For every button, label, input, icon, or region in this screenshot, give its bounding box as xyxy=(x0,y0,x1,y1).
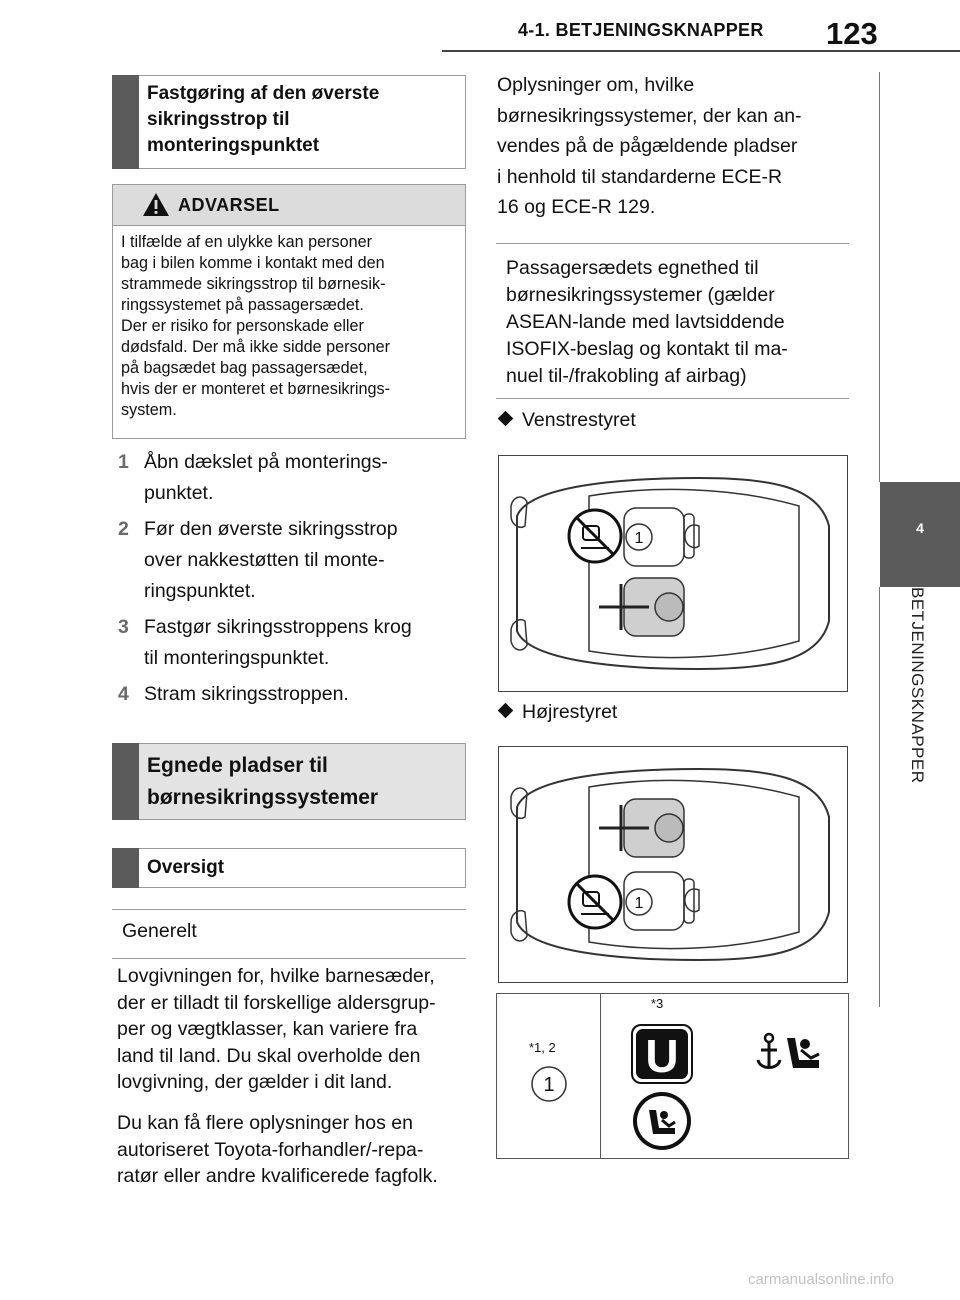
step-number: 2 xyxy=(118,518,129,540)
sub-heading: Generelt xyxy=(112,909,466,959)
paragraph-line: 16 og ECE-R 129. xyxy=(497,196,656,218)
warning-line: Der er risiko for personskade eller xyxy=(121,317,364,335)
header-divider xyxy=(442,50,960,52)
step-1 xyxy=(118,447,458,509)
step-text: Fastgør sikringsstroppens krog xyxy=(144,616,412,638)
warning-line: bag i bilen komme i kontakt med den xyxy=(121,254,385,272)
universal-seat-u-icon xyxy=(631,1024,693,1084)
bullet-text: Venstrestyret xyxy=(522,409,636,431)
heading-line: børnesikringssystemer (gælder xyxy=(506,284,775,306)
warning-triangle-icon xyxy=(142,192,170,217)
side-rule-top xyxy=(879,72,880,482)
suitability-heading xyxy=(496,243,849,399)
bullet-text: Højrestyret xyxy=(522,701,618,723)
warning-line: system. xyxy=(121,401,177,419)
section-title-line: Egnede pladser til xyxy=(147,754,328,777)
warning-text xyxy=(113,226,465,421)
child-seat-circle-icon xyxy=(631,1090,693,1152)
bullet-right-hand-drive xyxy=(500,701,617,724)
step-text: Åbn dækslet på monterings- xyxy=(144,451,388,473)
paragraph-line: børnesikringssystemer, der kan an- xyxy=(497,104,802,127)
step-text: Stram sikringsstroppen. xyxy=(144,683,349,705)
step-text: til monteringspunktet. xyxy=(144,647,330,669)
warning-line: på bagsædet bag passagersædet, xyxy=(121,359,368,377)
warning-line: hvis der er monteret et børnesikrings- xyxy=(121,380,390,398)
section-title-line: børnesikringssystemer xyxy=(147,786,379,809)
step-text: ringspunktet. xyxy=(144,580,256,602)
legend-footnote-left: *1, 2 xyxy=(529,1040,556,1055)
car-diagram-right-hand-drive xyxy=(498,746,848,983)
paragraph-legislation xyxy=(117,963,469,1096)
isofix-anchor-seat-icon xyxy=(755,1028,825,1078)
seat-position-marker: 1 xyxy=(634,530,644,547)
paragraph-line: per og vægtklasser, kan variere fra xyxy=(117,1018,418,1040)
step-3 xyxy=(118,612,458,674)
section-title-bar xyxy=(112,743,139,820)
paragraph-line: Oplysninger om, hvilke xyxy=(497,74,695,96)
warning-line: dødsfald. Der må ikke sidde personer xyxy=(121,338,391,356)
car-diagram-left-hand-drive xyxy=(498,455,848,692)
step-text: Før den øverste sikringsstrop xyxy=(144,518,398,540)
paragraph-line: Lovgivningen for, hvilke barnesæder, xyxy=(117,965,435,987)
paragraph-intro xyxy=(497,70,857,223)
car-top-view-icon xyxy=(499,747,847,982)
section-title: Fastgøring af den øverste sikringsstrop til monteringspunktet xyxy=(147,83,380,156)
chapter-number: 4 xyxy=(916,520,924,536)
legend-footnote-right: *3 xyxy=(651,996,664,1011)
step-number: 1 xyxy=(118,451,129,473)
legend-divider xyxy=(600,994,601,1158)
step-4 xyxy=(118,679,458,710)
subsection-title: Oversigt xyxy=(147,857,225,878)
symbol-legend xyxy=(496,993,849,1159)
side-rule-bottom xyxy=(879,587,880,1007)
bullet-diamond-icon xyxy=(498,703,514,719)
subsection-title-bar xyxy=(112,848,139,888)
paragraph-line: land til land. Du skal overholde den xyxy=(117,1044,421,1067)
warning-header xyxy=(113,185,465,226)
warning-box xyxy=(112,184,466,439)
subsection-title-box xyxy=(112,848,466,888)
paragraph-line: lovgivning, der gælder i dit land. xyxy=(117,1071,393,1093)
step-number: 3 xyxy=(118,616,129,638)
car-top-view-icon xyxy=(499,456,847,691)
heading-line: ISOFIX-beslag og kontakt til ma- xyxy=(506,338,788,360)
paragraph-line: Du kan få flere oplysninger hos en xyxy=(117,1112,413,1134)
numbered-circle-icon xyxy=(529,1064,569,1104)
section-title xyxy=(147,750,457,814)
bullet-left-hand-drive xyxy=(500,409,636,432)
step-2 xyxy=(118,514,458,607)
paragraph-line: ratør eller andre kvalificerede fagfolk. xyxy=(117,1165,438,1187)
page-number: 123 xyxy=(826,16,878,51)
section-title-bar xyxy=(112,75,139,169)
heading-line: ASEAN-lande med lavtsiddende xyxy=(506,311,785,333)
section-title-box xyxy=(112,75,466,169)
paragraph-dealer xyxy=(117,1110,469,1190)
paragraph-line: autoriseret Toyota-forhandler/-repa- xyxy=(117,1138,424,1161)
warning-line: strammede sikringsstrop til børnesik- xyxy=(121,275,386,293)
bullet-diamond-icon xyxy=(498,411,514,427)
step-text: over nakkestøtten til monte- xyxy=(144,549,385,571)
heading-line: nuel til-/frakobling af airbag) xyxy=(506,365,747,387)
paragraph-line: der er tilladt til forskellige aldersgrup- xyxy=(117,991,436,1014)
step-text: punktet. xyxy=(144,482,214,504)
chapter-label: BETJENINGSKNAPPER xyxy=(908,587,927,784)
section-title-box xyxy=(112,743,466,820)
heading-line: Passagersædets egnethed til xyxy=(506,257,759,279)
step-number: 4 xyxy=(118,683,129,705)
legend-number: 1 xyxy=(543,1074,555,1096)
warning-title: ADVARSEL xyxy=(178,195,280,215)
seat-position-marker: 1 xyxy=(634,895,644,912)
warning-line: I tilfælde af en ulykke kan personer xyxy=(121,233,373,251)
paragraph-line: i henhold til standarderne ECE-R xyxy=(497,165,783,188)
footer-watermark: carmanualsonline.info xyxy=(748,1271,894,1288)
warning-line: ringssystemet på passagersædet. xyxy=(121,296,364,314)
section-header: 4-1. BETJENINGSKNAPPER xyxy=(518,20,764,40)
universal-u-letter: U xyxy=(645,1030,679,1082)
paragraph-line: vendes på de pågældende pladser xyxy=(497,135,798,157)
